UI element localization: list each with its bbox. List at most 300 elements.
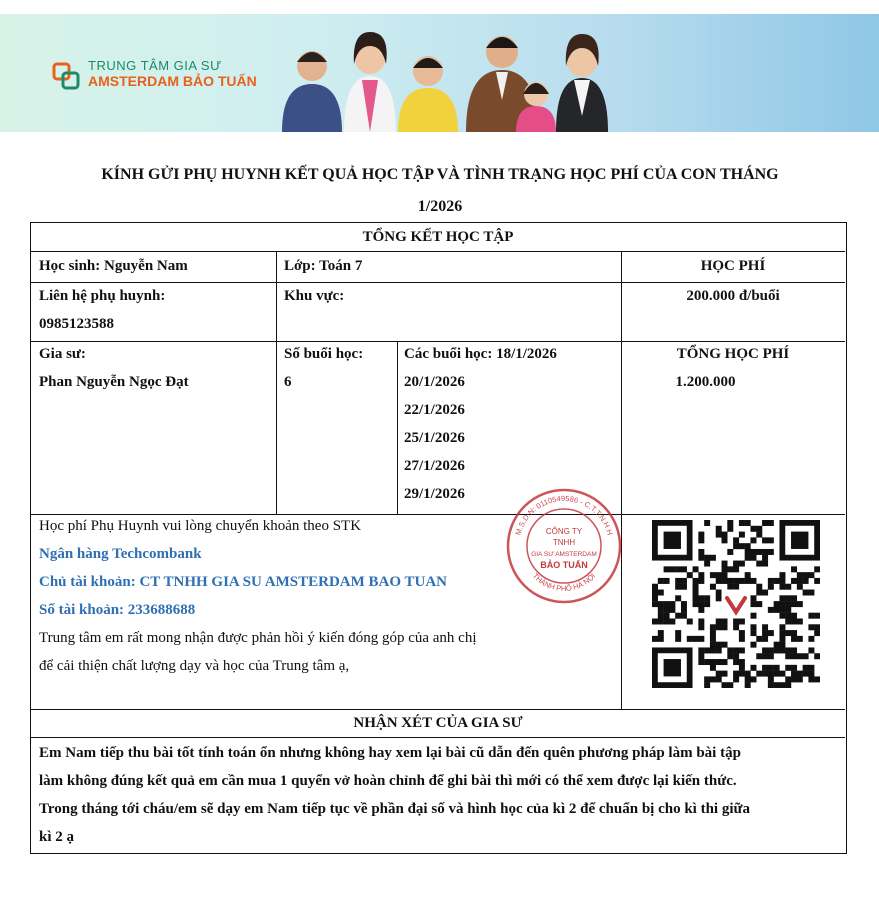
- logo-icon: [52, 62, 80, 90]
- qr-module: [733, 676, 739, 682]
- qr-module: [716, 578, 722, 584]
- qr-module: [733, 624, 739, 630]
- qr-module: [762, 647, 768, 653]
- fee-per-session: 200.000 đ/buổi: [686, 288, 780, 304]
- qr-module: [768, 630, 774, 636]
- qr-module: [756, 653, 762, 659]
- qr-module: [756, 549, 762, 555]
- qr-module: [791, 636, 797, 642]
- tutor-label: Gia sư:: [39, 346, 86, 362]
- qr-module: [716, 659, 722, 665]
- qr-module: [710, 642, 716, 648]
- qr-module: [658, 601, 664, 607]
- qr-module: [669, 601, 675, 607]
- qr-module: [768, 537, 774, 543]
- qr-module: [693, 566, 699, 572]
- stamp-line: CÔNG TY: [545, 527, 583, 536]
- student-name: Học sinh: Nguyễn Nam: [39, 258, 188, 274]
- feedback-line: để cải thiện chất lượng dạy và học của Trung tâm ạ,: [39, 658, 350, 674]
- stamp-ring-text: M.S.D.N: 0110549586 - C.T.T.N.H.H: [513, 493, 615, 537]
- qr-module: [797, 601, 803, 607]
- account-holder: Chủ tài khoản: CT TNHH GIA SU AMSTERDAM BAO TUAN: [39, 574, 448, 590]
- qr-module: [739, 543, 745, 549]
- qr-module: [652, 601, 658, 607]
- total-fee: [621, 340, 845, 396]
- qr-module: [652, 584, 658, 590]
- qr-module: [791, 630, 797, 636]
- qr-module: [687, 618, 693, 624]
- qr-module: [797, 653, 803, 659]
- qr-module: [733, 584, 739, 590]
- qr-module: [698, 532, 704, 538]
- qr-module: [768, 578, 774, 584]
- qr-module: [779, 647, 785, 653]
- qr-module: [687, 572, 693, 578]
- qr-module: [664, 618, 670, 624]
- qr-module: [791, 601, 797, 607]
- qr-module: [797, 618, 803, 624]
- qr-module: [739, 665, 745, 671]
- fee-header: HỌC PHÍ: [700, 258, 766, 274]
- qr-module: [722, 682, 728, 688]
- session-date: 25/1/2026: [404, 430, 465, 446]
- qr-module: [727, 682, 733, 688]
- title-line-1: KÍNH GỬI PHỤ HUYNH KẾT QUẢ HỌC TẬP VÀ TÌNH TRẠNG HỌC PHÍ CỦA CON THÁNG: [101, 166, 779, 183]
- qr-module: [756, 526, 762, 532]
- qr-module: [733, 537, 739, 543]
- review-header: NHẬN XÉT CỦA GIA SƯ: [353, 715, 523, 731]
- qr-module: [716, 590, 722, 596]
- payment-intro: Học phí Phụ Huynh vui lòng chuyển khoản theo STK: [39, 518, 362, 534]
- qr-module: [808, 572, 814, 578]
- qr-module: [779, 595, 785, 601]
- qr-module: [710, 572, 716, 578]
- page-title: [40, 160, 840, 222]
- qr-module: [791, 566, 797, 572]
- review-line: Trong tháng tới cháu/em sẽ dạy em Nam tiếp tục về phần đại số và hình học của kì 2 để chuẩn bị cho kì thi giữa: [39, 801, 751, 817]
- qr-module: [797, 676, 803, 682]
- title-line-2: 1/2026: [417, 198, 463, 215]
- qr-module: [739, 532, 745, 538]
- qr-module: [704, 682, 710, 688]
- total-fee-value: 1.200.000: [675, 374, 736, 390]
- tutor-name: Phan Nguyễn Ngọc Đạt: [39, 374, 189, 390]
- qr-module: [710, 676, 716, 682]
- qr-module: [681, 578, 687, 584]
- qr-module: [722, 572, 728, 578]
- total-fee-label: TỔNG HỌC PHÍ: [676, 346, 790, 362]
- qr-module: [779, 601, 785, 607]
- tutor: [39, 340, 274, 396]
- qr-module: [710, 665, 716, 671]
- qr-module: [750, 537, 756, 543]
- qr-module: [698, 595, 704, 601]
- qr-module: [675, 584, 681, 590]
- qr-module: [658, 613, 664, 619]
- parent-contact-label: Liên hệ phụ huynh:: [39, 288, 166, 304]
- qr-module: [768, 653, 774, 659]
- qr-module: [797, 578, 803, 584]
- stamp-line: BẢO TUẤN: [540, 560, 588, 570]
- session-date: Các buổi học: 18/1/2026: [404, 346, 557, 362]
- qr-module: [808, 590, 814, 596]
- qr-module: [710, 584, 716, 590]
- qr-module: [693, 584, 699, 590]
- stamp-ring-bottom: THÀNH PHỐ HÀ NỘI: [530, 571, 598, 594]
- qr-module: [745, 549, 751, 555]
- qr-module: [756, 636, 762, 642]
- qr-module: [727, 549, 733, 555]
- qr-module: [762, 537, 768, 543]
- qr-module: [797, 636, 803, 642]
- qr-module: [722, 532, 728, 538]
- qr-module: [756, 671, 762, 677]
- qr-module: [808, 671, 814, 677]
- qr-module: [669, 618, 675, 624]
- qr-module: [797, 584, 803, 590]
- qr-module: [791, 647, 797, 653]
- qr-module: [785, 682, 791, 688]
- qr-module: [739, 671, 745, 677]
- qr-module: [693, 595, 699, 601]
- qr-module: [722, 561, 728, 567]
- col-divider: [621, 251, 622, 709]
- qr-module: [658, 607, 664, 613]
- qr-module: [716, 526, 722, 532]
- qr-module: [808, 613, 814, 619]
- qr-module: [768, 549, 774, 555]
- qr-module: [785, 607, 791, 613]
- qr-module: [745, 676, 751, 682]
- qr-module: [750, 555, 756, 561]
- qr-module: [750, 613, 756, 619]
- area: Khu vực:: [284, 288, 345, 304]
- qr-module: [733, 671, 739, 677]
- qr-module: [652, 636, 658, 642]
- qr-module: [652, 590, 658, 596]
- qr-module: [779, 607, 785, 613]
- qr-module: [756, 561, 762, 567]
- qr-module: [808, 665, 814, 671]
- qr-module: [704, 555, 710, 561]
- qr-module: [779, 682, 785, 688]
- qr-module: [681, 566, 687, 572]
- qr-module: [750, 601, 756, 607]
- qr-module: [693, 636, 699, 642]
- qr-module: [658, 590, 664, 596]
- qr-finder: [664, 659, 681, 676]
- qr-module: [814, 613, 820, 619]
- qr-module: [698, 607, 704, 613]
- qr-module: [716, 618, 722, 624]
- summary-header: TỔNG KẾT HỌC TẬP: [362, 229, 514, 245]
- qr-module: [704, 561, 710, 567]
- qr-module: [716, 647, 722, 653]
- qr-module: [693, 578, 699, 584]
- qr-module: [750, 578, 756, 584]
- qr-module: [785, 647, 791, 653]
- qr-module: [785, 653, 791, 659]
- qr-module: [722, 642, 728, 648]
- qr-module: [756, 590, 762, 596]
- qr-module: [675, 636, 681, 642]
- qr-module: [716, 595, 722, 601]
- qr-module: [779, 624, 785, 630]
- qr-module: [774, 601, 780, 607]
- qr-module: [739, 520, 745, 526]
- qr-module: [698, 601, 704, 607]
- qr-module: [774, 665, 780, 671]
- qr-module: [727, 520, 733, 526]
- qr-module: [722, 624, 728, 630]
- qr-module: [664, 601, 670, 607]
- qr-module: [745, 682, 751, 688]
- qr-module: [750, 549, 756, 555]
- qr-module: [698, 618, 704, 624]
- qr-module: [664, 566, 670, 572]
- session-date: 22/1/2026: [404, 402, 465, 418]
- qr-module: [774, 647, 780, 653]
- qr-module: [803, 653, 809, 659]
- col-divider: [276, 251, 277, 514]
- qr-module: [664, 613, 670, 619]
- qr-module: [768, 647, 774, 653]
- qr-module: [733, 618, 739, 624]
- qr-module: [716, 624, 722, 630]
- banner-people-photo: [270, 14, 610, 132]
- qr-module: [791, 613, 797, 619]
- qr-module: [745, 578, 751, 584]
- review-line: làm không đúng kết quả em cần mua 1 quyển vở hoàn chỉnh để ghi bài thì mới có thể xem được lại kiến thức.: [39, 773, 737, 789]
- qr-module: [658, 578, 664, 584]
- qr-module: [797, 572, 803, 578]
- qr-module: [768, 520, 774, 526]
- qr-module: [750, 630, 756, 636]
- qr-module: [698, 549, 704, 555]
- logo-text-top: TRUNG TÂM GIA SƯ: [88, 58, 222, 73]
- stamp-line: TNHH: [552, 538, 576, 547]
- qr-module: [739, 618, 745, 624]
- header-banner: [0, 14, 879, 132]
- qr-module: [664, 578, 670, 584]
- qr-module: [803, 590, 809, 596]
- qr-module: [716, 671, 722, 677]
- qr-module: [762, 555, 768, 561]
- qr-module: [779, 584, 785, 590]
- qr-module: [727, 526, 733, 532]
- qr-module: [756, 584, 762, 590]
- qr-module: [710, 630, 716, 636]
- qr-module: [791, 665, 797, 671]
- qr-module: [722, 671, 728, 677]
- account-number: Số tài khoản: 233688688: [39, 602, 196, 618]
- qr-module: [762, 636, 768, 642]
- qr-module: [693, 590, 699, 596]
- review-line: kì 2 ạ: [39, 829, 75, 845]
- qr-module: [762, 671, 768, 677]
- qr-module: [704, 601, 710, 607]
- parent-contact: [39, 282, 274, 338]
- qr-module: [785, 584, 791, 590]
- qr-module: [779, 630, 785, 636]
- qr-module: [704, 595, 710, 601]
- qr-module: [785, 630, 791, 636]
- qr-module: [739, 578, 745, 584]
- qr-module: [785, 595, 791, 601]
- qr-module: [791, 578, 797, 584]
- qr-module: [814, 566, 820, 572]
- qr-module: [722, 578, 728, 584]
- qr-module: [762, 520, 768, 526]
- qr-module: [681, 584, 687, 590]
- qr-module: [768, 665, 774, 671]
- qr-module: [704, 520, 710, 526]
- qr-module: [814, 630, 820, 636]
- qr-code[interactable]: [652, 520, 820, 688]
- qr-module: [768, 584, 774, 590]
- qr-module: [779, 636, 785, 642]
- qr-module: [785, 618, 791, 624]
- feedback-line: Trung tâm em rất mong nhận được phản hồi ý kiến đóng góp của anh chị: [39, 630, 477, 646]
- qr-module: [698, 572, 704, 578]
- qr-module: [710, 659, 716, 665]
- parent-phone: 0985123588: [39, 316, 114, 332]
- qr-module: [675, 630, 681, 636]
- qr-module: [750, 526, 756, 532]
- qr-module: [739, 636, 745, 642]
- qr-module: [681, 607, 687, 613]
- session-date: 20/1/2026: [404, 374, 465, 390]
- qr-module: [658, 618, 664, 624]
- qr-module: [727, 578, 733, 584]
- qr-module: [785, 613, 791, 619]
- qr-module: [727, 566, 733, 572]
- qr-module: [791, 653, 797, 659]
- qr-module: [791, 595, 797, 601]
- qr-module: [698, 647, 704, 653]
- qr-module: [681, 601, 687, 607]
- qr-module: [808, 647, 814, 653]
- qr-module: [716, 642, 722, 648]
- qr-module: [698, 636, 704, 642]
- qr-module: [710, 636, 716, 642]
- qr-finder: [664, 532, 681, 549]
- row-divider: [31, 737, 845, 738]
- qr-module: [733, 647, 739, 653]
- qr-module: [698, 659, 704, 665]
- qr-module: [814, 653, 820, 659]
- qr-module: [762, 665, 768, 671]
- qr-module: [739, 630, 745, 636]
- qr-module: [675, 566, 681, 572]
- qr-module: [704, 676, 710, 682]
- qr-module: [791, 676, 797, 682]
- qr-module: [739, 647, 745, 653]
- qr-module: [745, 555, 751, 561]
- qr-module: [733, 566, 739, 572]
- qr-module: [750, 676, 756, 682]
- qr-module: [750, 595, 756, 601]
- qr-module: [658, 630, 664, 636]
- qr-module: [803, 671, 809, 677]
- bank-name: Ngân hàng Techcombank: [39, 546, 202, 562]
- qr-module: [745, 520, 751, 526]
- qr-module: [808, 624, 814, 630]
- qr-module: [797, 671, 803, 677]
- qr-module: [814, 676, 820, 682]
- qr-module: [768, 607, 774, 613]
- qr-module: [681, 613, 687, 619]
- qr-module: [750, 665, 756, 671]
- qr-module: [779, 613, 785, 619]
- qr-module: [698, 537, 704, 543]
- session-count: [284, 340, 394, 396]
- logo-text-bottom: AMSTERDAM BẢO TUẤN: [88, 73, 257, 89]
- qr-module: [779, 642, 785, 648]
- qr-module: [762, 624, 768, 630]
- qr-module: [727, 653, 733, 659]
- qr-module: [739, 561, 745, 567]
- qr-module: [768, 676, 774, 682]
- qr-module: [722, 618, 728, 624]
- qr-module: [716, 676, 722, 682]
- qr-module: [733, 659, 739, 665]
- stamp-line: GIA SƯ AMSTERDAM: [531, 551, 597, 558]
- qr-module: [652, 618, 658, 624]
- class-name: Lớp: Toán 7: [284, 258, 363, 274]
- qr-module: [814, 624, 820, 630]
- qr-module: [774, 682, 780, 688]
- qr-module: [779, 572, 785, 578]
- review-text: [39, 739, 839, 851]
- qr-module: [698, 555, 704, 561]
- qr-module: [698, 624, 704, 630]
- qr-module: [733, 578, 739, 584]
- qr-module: [704, 659, 710, 665]
- qr-module: [698, 653, 704, 659]
- qr-module: [698, 578, 704, 584]
- qr-module: [762, 561, 768, 567]
- qr-module: [727, 584, 733, 590]
- qr-module: [791, 618, 797, 624]
- qr-module: [803, 572, 809, 578]
- qr-module: [669, 607, 675, 613]
- qr-module: [750, 642, 756, 648]
- review-line: Em Nam tiếp thu bài tốt tính toán ổn nhưng không hay xem lại bài cũ dẫn đến quên phương pháp làm bài tập: [39, 745, 741, 761]
- qr-module: [710, 647, 716, 653]
- qr-module: [779, 671, 785, 677]
- qr-module: [803, 578, 809, 584]
- qr-module: [785, 601, 791, 607]
- qr-module: [693, 601, 699, 607]
- qr-module: [675, 578, 681, 584]
- qr-module: [664, 607, 670, 613]
- qr-module: [745, 572, 751, 578]
- qr-finder: [791, 532, 808, 549]
- qr-module: [750, 624, 756, 630]
- qr-module: [675, 613, 681, 619]
- qr-module: [652, 595, 658, 601]
- qr-module: [704, 647, 710, 653]
- session-count-value: 6: [284, 374, 292, 390]
- qr-module: [722, 659, 728, 665]
- qr-module: [774, 578, 780, 584]
- qr-module: [716, 532, 722, 538]
- qr-module: [785, 665, 791, 671]
- qr-module: [722, 566, 728, 572]
- qr-module: [814, 578, 820, 584]
- qr-module: [745, 543, 751, 549]
